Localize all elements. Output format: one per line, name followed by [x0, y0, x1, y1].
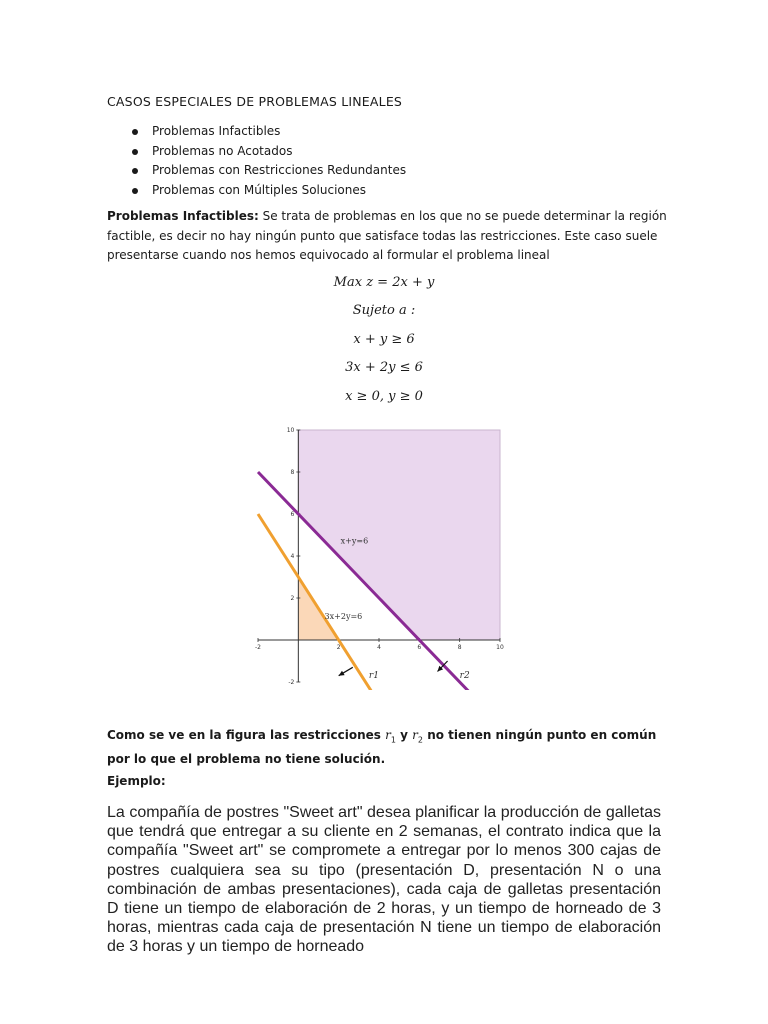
constraint-1	[0, 332, 768, 347]
constraint-1-text: x + y ≥ 6	[353, 332, 415, 347]
objective-function	[0, 275, 768, 290]
y-tick-label: 10	[286, 427, 295, 434]
x-tick-label: 6	[417, 644, 422, 651]
x-tick-label: 2	[336, 644, 341, 651]
infeasible-text: Se trata de problemas en los que no se puede determinar la región factible, es decir no hay ningún punto que satisface todas las restricciones. Este caso suele presentarse cuando nos hemos equivocado al formular el problema lineal	[107, 209, 667, 263]
y-tick-label: 2	[290, 595, 295, 602]
region-r2	[298, 430, 500, 640]
r2-symbol: r	[412, 728, 418, 742]
label-line-r1: 3x+2y=6	[324, 612, 363, 621]
constraint-3-text: x ≥ 0, y ≥ 0	[345, 389, 423, 404]
cases-list	[107, 122, 406, 200]
list-item: Problemas Infactibles	[107, 122, 406, 142]
example-body: La compañía de postres "Sweet art" desea planificar la producción de galletas que tendrá que entregar a su cliente en 2 semanas, el contrato indica que la compañía "Sweet art" se compromete a entregar por lo menos 300 cajas de postres cualquiera sea su tipo (presentación D, presentación N o una combinación de ambas presentaciones), cada caja de galletas presentación D tiene un tiempo de elaboración de 2 horas, y un tiempo de horneado de 3 horas, mientras cada caja de presentación N tiene un tiempo de elaboración de 3 horas y un tiempo de horneado	[107, 804, 661, 956]
r2-subscript: 2	[417, 735, 424, 745]
x-tick-label: 4	[377, 644, 381, 651]
x-tick-label: 8	[457, 644, 462, 651]
label-line-r2: x+y=6	[340, 536, 369, 546]
y-tick-label: 4	[290, 553, 295, 560]
y-tick-label: 8	[290, 469, 295, 476]
conclusion-mid: y	[395, 728, 413, 742]
chart-svg	[250, 420, 510, 690]
feasibility-chart	[250, 420, 510, 690]
objective-text: Max z = 2x + y	[333, 275, 435, 290]
subject-to	[0, 303, 768, 318]
list-item: Problemas con Restricciones Redundantes	[107, 161, 406, 181]
section-heading: CASOS ESPECIALES DE PROBLEMAS LINEALES	[107, 94, 403, 109]
y-tick-label: -2	[288, 679, 295, 686]
list-item: Problemas no Acotados	[107, 142, 406, 162]
label-r2: r2	[459, 670, 470, 681]
subject-text: Sujeto a :	[352, 303, 416, 318]
constraint-2	[0, 360, 768, 375]
conclusion-paragraph	[107, 726, 667, 770]
conclusion-post: no tienen ningún punto en común por lo que el problema no tiene solución.	[107, 728, 657, 766]
constraint-2-text: 3x + 2y ≤ 6	[345, 360, 423, 375]
example-label: Ejemplo:	[107, 774, 166, 788]
conclusion-pre: Como se ve en la figura las restricciones	[107, 728, 386, 742]
infeasible-paragraph	[107, 207, 667, 266]
x-tick-label: -2	[255, 644, 261, 651]
r1-subscript: 1	[390, 735, 396, 745]
r1-symbol: r	[385, 728, 391, 742]
label-r1: r1	[368, 670, 379, 681]
y-tick-label: 6	[290, 511, 295, 518]
infeasible-title: Problemas Infactibles:	[107, 209, 259, 223]
list-item: Problemas con Múltiples Soluciones	[107, 181, 406, 201]
x-tick-label: 10	[496, 644, 504, 651]
constraint-3	[0, 389, 768, 404]
